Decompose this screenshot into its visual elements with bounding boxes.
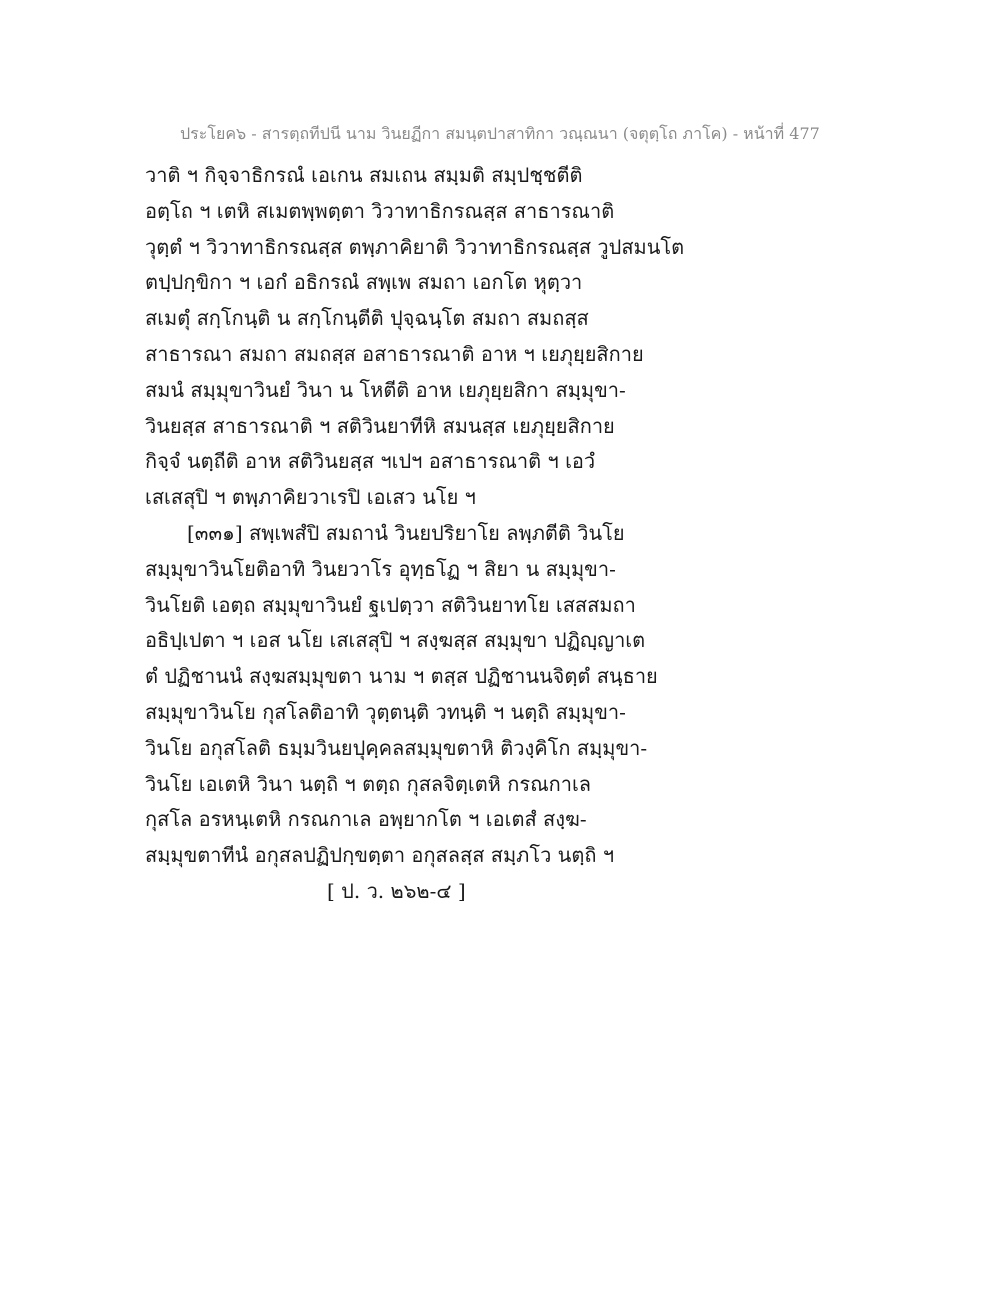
- text-line: วินโย อกุสโลติ ธมฺมวินยปุคฺคลสมฺมุขตาหิ ติวงฺคิโก สมฺมุขา-: [145, 735, 648, 760]
- text-line: กุสโล อรหนฺเตหิ กรณกาเล อพฺยากโต ฯ เอเตสํ สงฺฆ-: [145, 807, 587, 832]
- text-line: วินยสฺส สาธารณาติ ฯ สติวินยาทีหิ สมนสฺส เยภุยฺยสิกาย: [145, 413, 615, 438]
- text-line: สมฺมุขตาทีนํ อกุสลปฏิปกฺขตฺตา อกุสลสฺส สมฺภโว นตฺถิ ฯ: [145, 843, 615, 868]
- text-line: กิจฺจํ นตฺถีติ อาห สติวินยสฺส ฯเปฯ อสาธารณาติ ฯ เอวํ: [145, 449, 596, 474]
- text-line: สมฺมุขาวินโยติอาทิ วินยวาโร อุทฺธโฏ ฯ สิยา น สมฺมุขา-: [145, 556, 616, 581]
- text-line: สมนํ สมฺมุขาวินยํ วินา น โหตีติ อาห เยภุยฺยสิกา สมฺมุขา-: [145, 377, 626, 402]
- body-text: [145, 158, 705, 910]
- text-line: เสเสสุปิ ฯ ตพฺภาคิยวาเรปิ เอเสว นโย ฯ: [145, 485, 476, 510]
- text-line: สมฺมุขาวินโย กุสโลติอาทิ วุตฺตนฺติ วทนฺติ ฯ นตฺถิ สมฺมุขา-: [145, 699, 626, 724]
- text-line: สเมตุํ สกฺโกนฺติ น สกฺโกนฺตีติ ปุจฺฉนฺโต สมถา สมถสฺส: [145, 306, 589, 331]
- text-line: อธิปฺเปตา ฯ เอส นโย เสเสสุปิ ฯ สงฺฆสฺส สมฺมุขา ปฏิญฺญาเต: [145, 628, 646, 653]
- paragraph-start-line: [๓๓๑] สพฺเพสํปิ สมถานํ วินยปริยาโย ลพฺภตีติ วินโย: [187, 520, 625, 545]
- text-line: ตปฺปกฺขิกา ฯ เอกํ อธิกรณํ สพฺเพ สมถา เอกโต หุตฺวา: [145, 270, 583, 295]
- text-line: วินโยติ เอตฺถ สมฺมุขาวินยํ ฐเปตฺวา สติวินยาทโย เสสสมถา: [145, 592, 636, 617]
- text-line: วุตฺตํ ฯ วิวาทาธิกรณสฺส ตพฺภาคิยาติ วิวาทาธิกรณสฺส วูปสมนโต: [145, 234, 685, 259]
- running-header: ประโยค๖ - สารตฺถทีปนี นาม วินยฏีกา สมนฺตปาสาทิกา วณฺณนา (จตุตฺโถ ภาโค) - หน้าที่ 477: [180, 124, 820, 143]
- text-line: ตํ ปฏิชานนํ สงฺฆสมฺมุขตา นาม ฯ ตสฺส ปฏิชานนจิตฺตํ สนฺธาย: [145, 664, 658, 689]
- text-line: วาติ ฯ กิจฺจาธิกรณํ เอเกน สมเถน สมฺมติ สมฺปชฺชตีติ: [145, 163, 583, 187]
- reference-citation: [ ป. ว. ๒๖๒-๔ ]: [327, 878, 466, 903]
- text-line: วินโย เอเตหิ วินา นตฺถิ ฯ ตตฺถ กุสลจิตฺเตหิ กรณกาเล: [145, 771, 592, 796]
- text-line: สาธารณา สมถา สมถสฺส อสาธารณาติ อาห ฯ เยภุยฺยสิกาย: [145, 341, 644, 366]
- text-line: อตฺโถ ฯ เตหิ สเมตพฺพตฺตา วิวาทาธิกรณสฺส สาธารณาติ: [145, 198, 615, 223]
